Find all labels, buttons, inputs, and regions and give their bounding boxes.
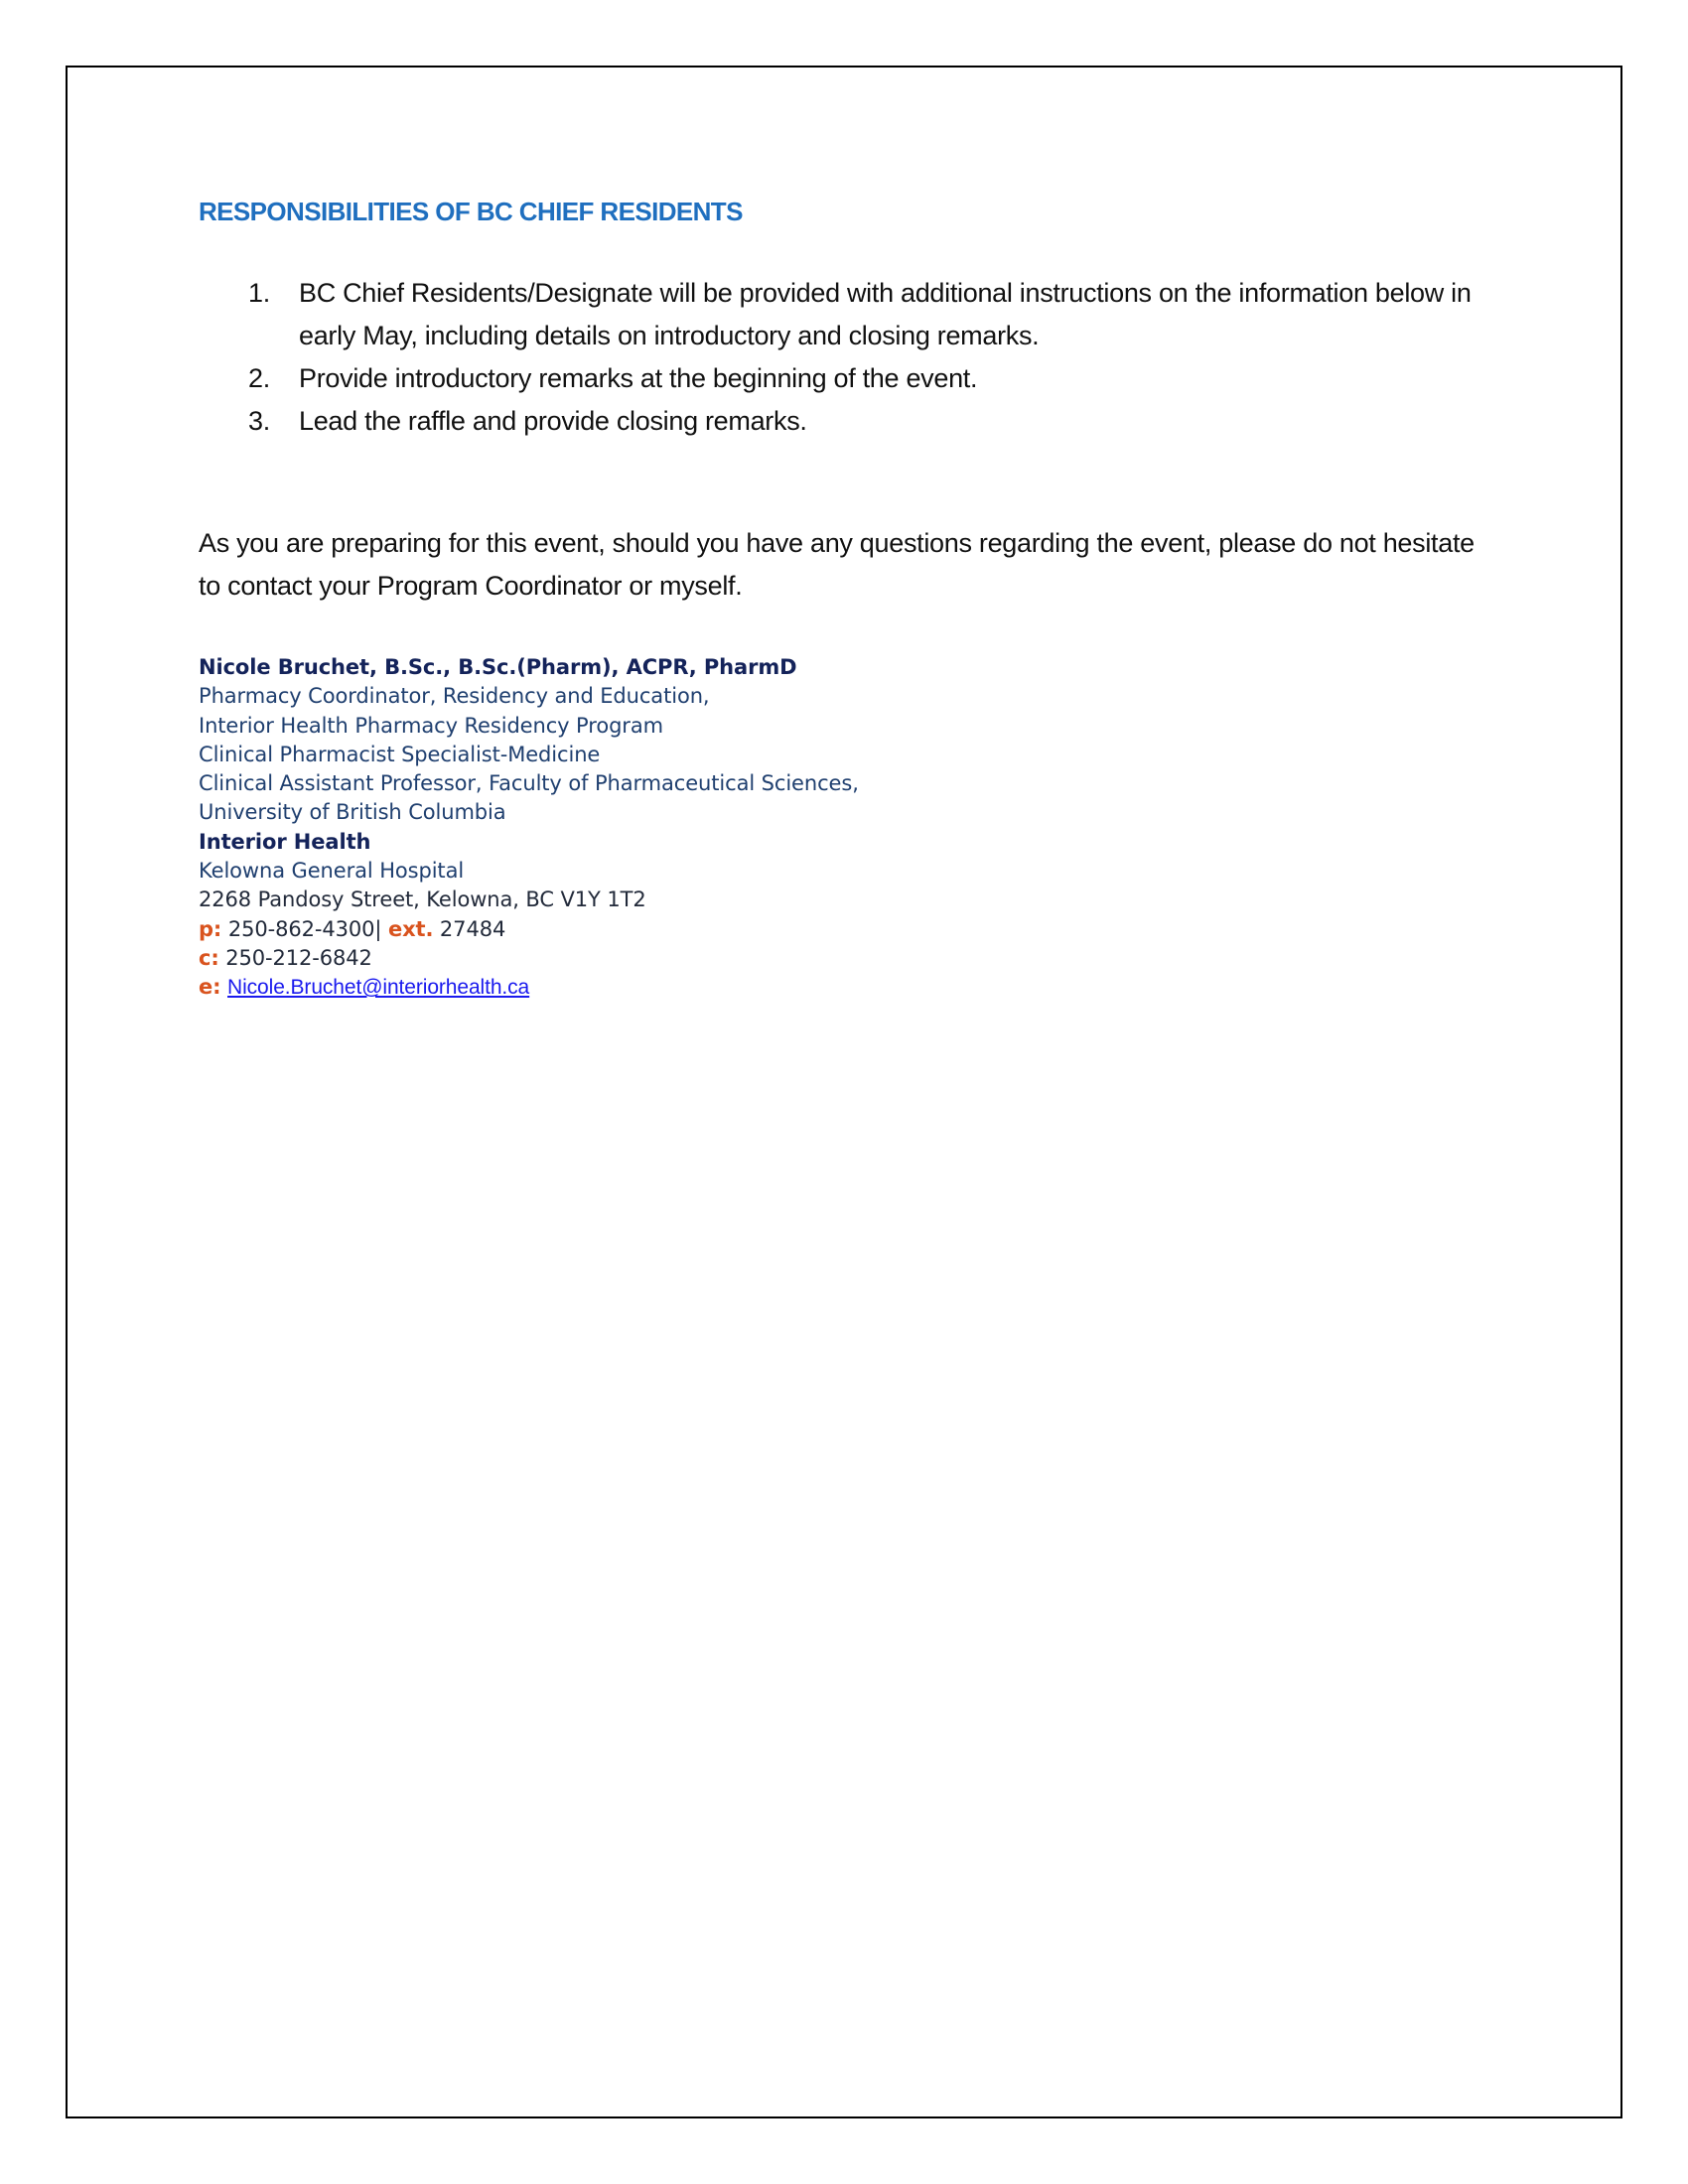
signature-organization: Interior Health — [199, 829, 371, 854]
responsibilities-list — [199, 272, 1489, 443]
signature-title-line: Clinical Pharmacist Specialist-Medicine — [199, 742, 601, 766]
list-item-number: 2. — [248, 363, 270, 393]
signature-address: 2268 Pandosy Street, Kelowna, BC V1Y 1T2 — [199, 887, 646, 912]
email-link[interactable]: Nicole.Bruchet@interiorhealth.ca — [227, 976, 530, 1000]
list-item-text: Provide introductory remarks at the beginning of the event. — [299, 363, 978, 393]
cell-label: c: — [199, 945, 219, 970]
list-item — [199, 400, 1489, 443]
cell-number: 250-212-6842 — [225, 945, 372, 970]
signature-email-line — [199, 973, 1489, 1002]
list-item — [199, 272, 1489, 357]
signature-title-line: Clinical Assistant Professor, Faculty of Pharmaceutical Sciences, — [199, 771, 859, 796]
email-signature — [199, 653, 1489, 1003]
list-item-text: BC Chief Residents/Designate will be provided with additional instructions on the information below in early May, including details on introductory and closing remarks. — [299, 278, 1472, 350]
ext-label: ext. — [387, 916, 434, 941]
signature-name: Nicole Bruchet, B.Sc., B.Sc.(Pharm), ACPR, PharmD — [199, 655, 797, 679]
list-item-number: 1. — [248, 278, 270, 308]
signature-phone-line — [199, 915, 1489, 944]
signature-title-line: Interior Health Pharmacy Residency Program — [199, 713, 663, 738]
list-item-text: Lead the raffle and provide closing remarks. — [299, 406, 807, 436]
phone-number: 250-862-4300| — [227, 916, 382, 941]
closing-paragraph: As you are preparing for this event, should you have any questions regarding the event, please do not hesitate to contact your Program Coordinator or myself. — [199, 528, 1475, 601]
signature-title-line: Pharmacy Coordinator, Residency and Education, — [199, 684, 710, 709]
signature-cell-line — [199, 944, 1489, 973]
list-item — [199, 357, 1489, 400]
signature-hospital: Kelowna General Hospital — [199, 859, 465, 884]
section-heading: RESPONSIBILITIES OF BC CHIEF RESIDENTS — [199, 197, 743, 226]
document-body — [199, 195, 1489, 1003]
list-item-number: 3. — [248, 406, 270, 436]
signature-title-line: University of British Columbia — [199, 800, 506, 825]
email-label: e: — [199, 975, 221, 1000]
phone-label: p: — [199, 916, 222, 941]
ext-number: 27484 — [439, 916, 506, 941]
